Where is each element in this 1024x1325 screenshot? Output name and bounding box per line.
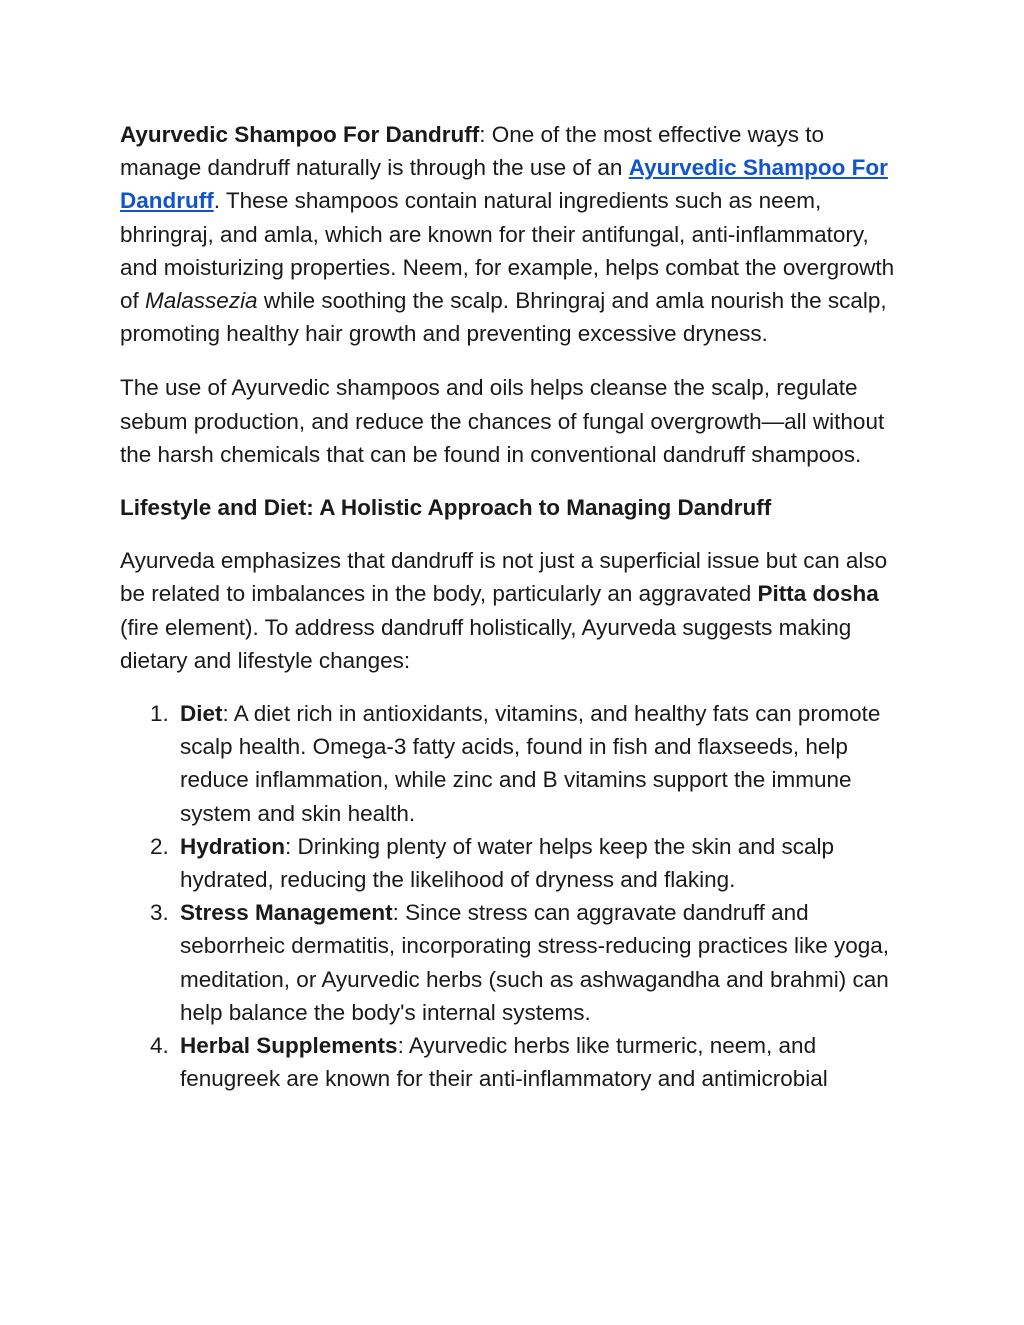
- list-item: [150, 1029, 910, 1095]
- shampoo-oils-paragraph: The use of Ayurvedic shampoos and oils helps cleanse the scalp, regulate sebum production, and reduce the chances of fungal overgrowth—all without the harsh chemicals that can be found in conventional dandruff shampoos.: [120, 375, 885, 467]
- ayurveda-text-a: Ayurveda emphasizes that dandruff is not just a superficial issue but can also be related to imbalances in the body, particularly an aggravated: [120, 548, 888, 607]
- list-item-text: : Ayurvedic herbs like turmeric, neem, and fenugreek are known for their anti-inflammatory and antimicrobial: [180, 1033, 828, 1092]
- list-item-title: Diet: [180, 701, 223, 727]
- intro-paragraph: [120, 118, 910, 350]
- list-number: 4.: [150, 1033, 169, 1059]
- list-number: 1.: [150, 701, 169, 727]
- list-number: 3.: [150, 900, 169, 926]
- intro-text-b: . These shampoos contain natural ingredients such as neem, bhringraj, and amla, which are known for their antifungal, anti-inflammatory, and moisturizing properties. Neem, for example, helps combat the overgrowth of: [120, 188, 895, 314]
- list-number: 2.: [150, 833, 169, 859]
- list-item-text: : Since stress can aggravate dandruff and seborrheic dermatitis, incorporating stress-reducing practices like yoga, meditation, or Ayurvedic herbs (such as ashwagandha and brahmi) can help balance the body's internal systems.: [180, 900, 890, 1025]
- ayurveda-text-b: (fire element). To address dandruff holistically, Ayurveda suggests making dietary and lifestyle changes:: [120, 614, 852, 673]
- list-item-title: Herbal Supplements: [180, 1033, 398, 1059]
- ayurveda-paragraph: [120, 544, 910, 677]
- ayurvedic-shampoo-link[interactable]: Ayurvedic Shampoo For Dandruff: [120, 155, 888, 214]
- pitta-dosha-bold: Pitta dosha: [757, 581, 879, 607]
- list-item: [150, 697, 910, 830]
- list-item-text: : Drinking plenty of water helps keep the skin and scalp hydrated, reducing the likelihood of dryness and flaking.: [180, 833, 835, 893]
- list-item: [150, 896, 910, 1029]
- document-page: [120, 118, 910, 1095]
- lifestyle-list: [120, 697, 910, 1095]
- list-item-text: : A diet rich in antioxidants, vitamins, and healthy fats can promote scalp health. Omega-3 fatty acids, found in fish and flaxseeds, help reduce inflammation, while zinc and B vitamins support the immune system and skin health.: [180, 701, 881, 826]
- malassezia-italic: Malassezia: [145, 288, 258, 314]
- list-item-title: Stress Management: [180, 900, 393, 926]
- intro-lead-bold: Ayurvedic Shampoo For Dandruff: [120, 122, 480, 147]
- list-item: [150, 830, 910, 896]
- list-item-title: Hydration: [180, 833, 286, 859]
- intro-text-c: while soothing the scalp. Bhringraj and amla nourish the scalp, promoting healthy hair growth and preventing excessive dryness.: [120, 288, 887, 347]
- section-heading: Lifestyle and Diet: A Holistic Approach to Managing Dandruff: [120, 495, 772, 521]
- intro-text-a: : One of the most effective ways to manage dandruff naturally is through the use of an: [120, 122, 824, 181]
